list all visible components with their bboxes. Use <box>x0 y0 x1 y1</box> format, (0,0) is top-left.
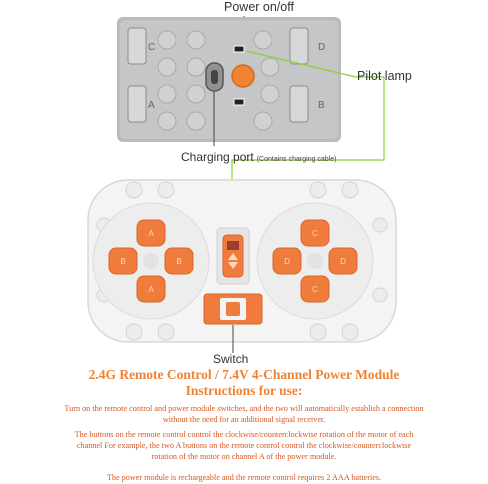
paragraph-2-line-1: The buttons on the remote control control the clockwise/counterclockwise rotation of the motor of each <box>74 430 414 439</box>
power-label: Power on/off <box>224 0 294 14</box>
charging-port-label <box>181 150 336 164</box>
instructions-paragraph-1 <box>0 403 488 425</box>
charging-port-note: (Contains charging cable) <box>256 156 337 163</box>
left-button-right-letter: B <box>176 257 182 266</box>
power-switch-knob[interactable] <box>226 302 240 316</box>
right-pad-center <box>307 253 323 269</box>
paragraph-2-line-3: rotation of the motor on channel A of the power module. <box>151 452 337 461</box>
paragraph-1-line-1: Turn on the remote control and power module switches, and the two will automatically establish a connection <box>64 404 424 413</box>
center-slider-window <box>227 241 239 250</box>
port-d-letter: D <box>318 42 326 53</box>
port-c-letter: C <box>148 42 156 53</box>
power-button[interactable] <box>232 65 254 87</box>
left-pad-center <box>143 253 159 269</box>
left-button-down-letter: A <box>148 285 154 294</box>
switch-label: Switch <box>213 352 249 366</box>
right-button-left-letter: D <box>284 257 290 266</box>
pilot-lamp-label: Pilot lamp <box>357 69 412 83</box>
right-button-up-letter: C <box>312 229 318 238</box>
left-button-left-letter: B <box>120 257 126 266</box>
right-button-right-letter: D <box>340 257 346 266</box>
left-button-up-letter: A <box>148 229 154 238</box>
instructions-paragraph-3: The power module is rechargeable and the remote control requires 2 AAA batteries. <box>106 473 382 482</box>
instructions-title: Instructions for use: <box>185 383 303 398</box>
pilot-lamp-top <box>234 46 244 52</box>
right-button-down-letter: C <box>312 285 318 294</box>
remote-control-illustration <box>0 165 488 355</box>
port-b-letter: B <box>318 100 325 111</box>
port-a-letter: A <box>148 100 155 111</box>
product-title: 2.4G Remote Control / 7.4V 4-Channel Power Module <box>88 367 400 382</box>
instructions-paragraph-2 <box>0 429 488 462</box>
pilot-lamp-bottom <box>234 99 244 105</box>
paragraph-2-line-2: channel For example, the two A buttons on the remote control control the clockwise/counterclockwise <box>76 441 412 450</box>
paragraph-1-line-2: without the need for an additional signal receiver. <box>162 415 326 424</box>
charging-port-text: Charging port <box>181 150 254 164</box>
charging-port-slot <box>211 70 218 84</box>
